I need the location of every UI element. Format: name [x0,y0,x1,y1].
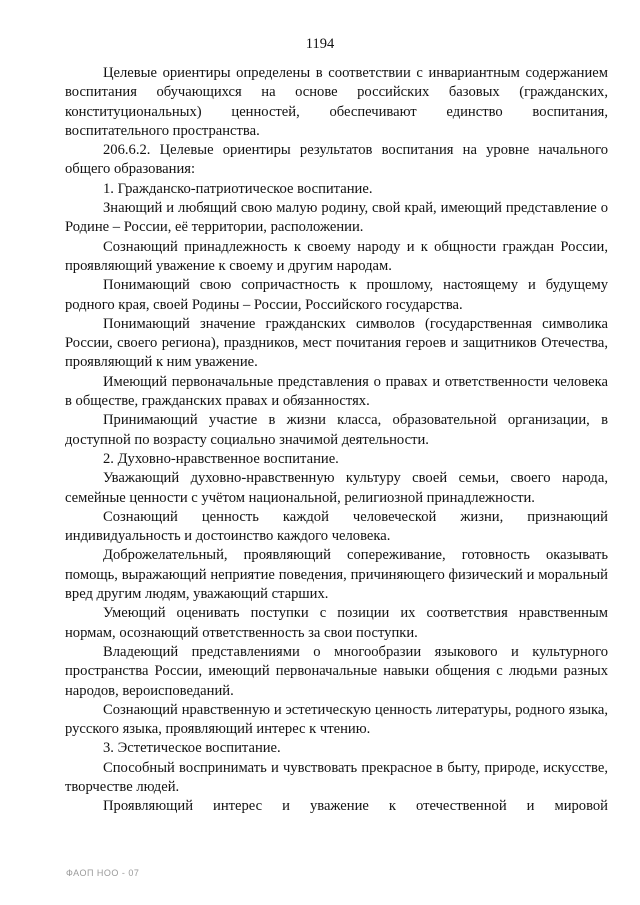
subsection-heading: 2. Духовно-нравственное воспитание. [103,450,339,467]
paragraph: Уважающий духовно-нравственную культуру своей семьи, своего народа, семейные ценности с учётом национальной, религиозной принадлежности. [65,470,608,506]
paragraph: Понимающий значение гражданских символов (государственная символика России, своего региона), праздников, мест почитания героев и защитников Отечества, проявляющий к ним уважение. [65,315,608,371]
section-heading: 206.6.2. Целевые ориентиры результатов воспитания на уровне начального общего образования: [65,142,608,178]
paragraph: Умеющий оценивать поступки с позиции их соответствия нравственным нормам, осознающий ответственность за свои поступки. [65,605,608,641]
subsection-heading: 3. Эстетическое воспитание. [103,740,281,757]
paragraph: Сознающий ценность каждой человеческой жизни, признающий индивидуальность и достоинство каждого человека. [65,508,608,545]
paragraph: Сознающий нравственную и эстетическую ценность литературы, родного языка, русского языка, проявляющий интерес к чтению. [65,701,608,738]
document-body [65,64,608,817]
paragraph: Знающий и любящий свою малую родину, свой край, имеющий представление о Родине – России, её территории, расположении. [65,200,608,236]
paragraph-continued: Проявляющий интерес и уважение к отечественной и мировой [103,798,608,815]
subsection-heading: 1. Гражданско-патриотическое воспитание. [103,180,373,197]
paragraph: Доброжелательный, проявляющий сопереживание, готовность оказывать помощь, выражающий неприятие поведения, причиняющего физический и моральный вред другим людям, уважающий старших. [65,547,608,603]
paragraph: Владеющий представлениями о многообразии языкового и культурного пространства России, имеющий первоначальные навыки общения с людьми разных народов, вероисповеданий. [65,643,608,699]
paragraph: Способный воспринимать и чувствовать прекрасное в быту, природе, искусстве, творчестве людей. [65,759,608,795]
paragraph: Понимающий свою сопричастность к прошлому, настоящему и будущему родного края, своей Родины – России, Российского государства. [65,277,608,313]
paragraph: Имеющий первоначальные представления о правах и ответственности человека в обществе, гражданских правах и обязанностях. [65,373,608,410]
document-footer-code: ФАОП НОО - 07 [66,868,140,878]
paragraph: Целевые ориентиры определены в соответствии с инвариантным содержанием воспитания обучающихся на основе российских базовых (гражданских, конституциональных) ценностей, обеспечивают единство воспитания, воспитательного пространства. [65,65,608,139]
page-number: 1194 [305,36,335,52]
paragraph: Сознающий принадлежность к своему народу и к общности граждан России, проявляющий уважение к своему и другим народам. [65,238,608,274]
paragraph: Принимающий участие в жизни класса, образовательной организации, в доступной по возрасту социально значимой деятельности. [65,412,608,448]
